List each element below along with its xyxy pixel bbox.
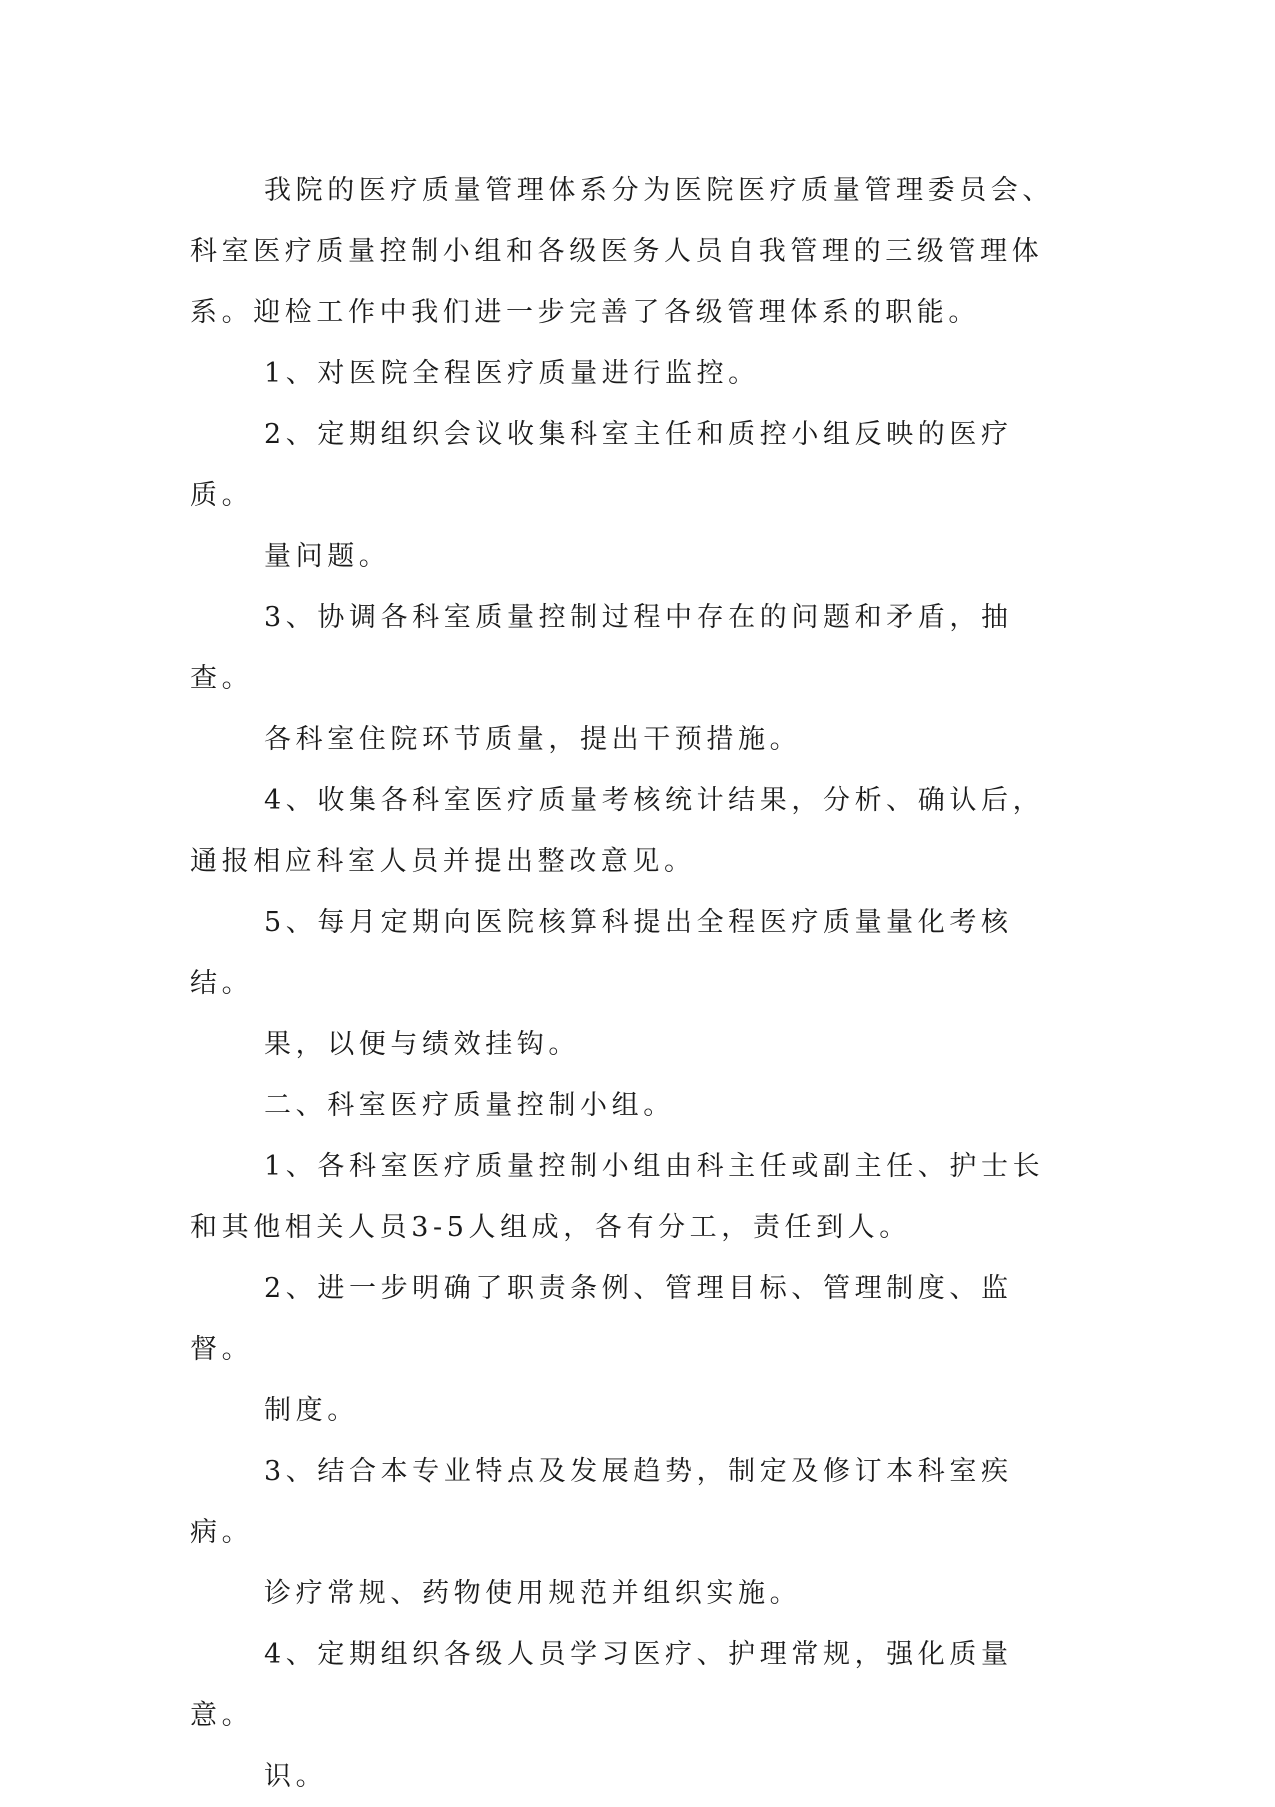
paragraph: 5、每月定期向医院核算科提出全程医疗质量量化考核结。 <box>190 907 1013 999</box>
paragraph: 各科室住院环节质量，提出干预措施。 <box>264 724 802 755</box>
paragraph: 我院的医疗质量管理体系分为医院医疗质量管理委员会、科室医疗质量控制小组和各级医务人员自我管理的三级管理体系。迎检工作中我们进一步完善了各级管理体系的职能。 <box>190 175 1054 328</box>
paragraph: 制度。 <box>264 1395 359 1426</box>
paragraph: 3、结合本专业特点及发展趋势，制定及修订本科室疾病。 <box>190 1456 1013 1548</box>
paragraph: 诊疗常规、药物使用规范并组织实施。 <box>264 1578 802 1609</box>
paragraph: 果，以便与绩效挂钩。 <box>264 1029 580 1060</box>
paragraph: 识。 <box>264 1761 328 1792</box>
section-heading: 二、科室医疗质量控制小组。 <box>264 1090 675 1121</box>
paragraph: 量问题。 <box>264 541 391 572</box>
paragraph: 1、各科室医疗质量控制小组由科主任或副主任、护士长和其他相关人员3-5人组成，各有分工，责任到人。 <box>190 1151 1045 1243</box>
paragraph: 4、收集各科室医疗质量考核统计结果，分析、确认后，通报相应科室人员并提出整改意见。 <box>190 785 1045 877</box>
document-body <box>190 160 1070 1807</box>
paragraph: 2、进一步明确了职责条例、管理目标、管理制度、监督。 <box>190 1273 1013 1365</box>
paragraph: 3、协调各科室质量控制过程中存在的问题和矛盾，抽查。 <box>190 602 1013 694</box>
paragraph: 2、定期组织会议收集科室主任和质控小组反映的医疗质。 <box>190 419 1013 511</box>
paragraph: 4、定期组织各级人员学习医疗、护理常规，强化质量意。 <box>190 1639 1013 1731</box>
paragraph: 1、对医院全程医疗质量进行监控。 <box>264 358 760 389</box>
